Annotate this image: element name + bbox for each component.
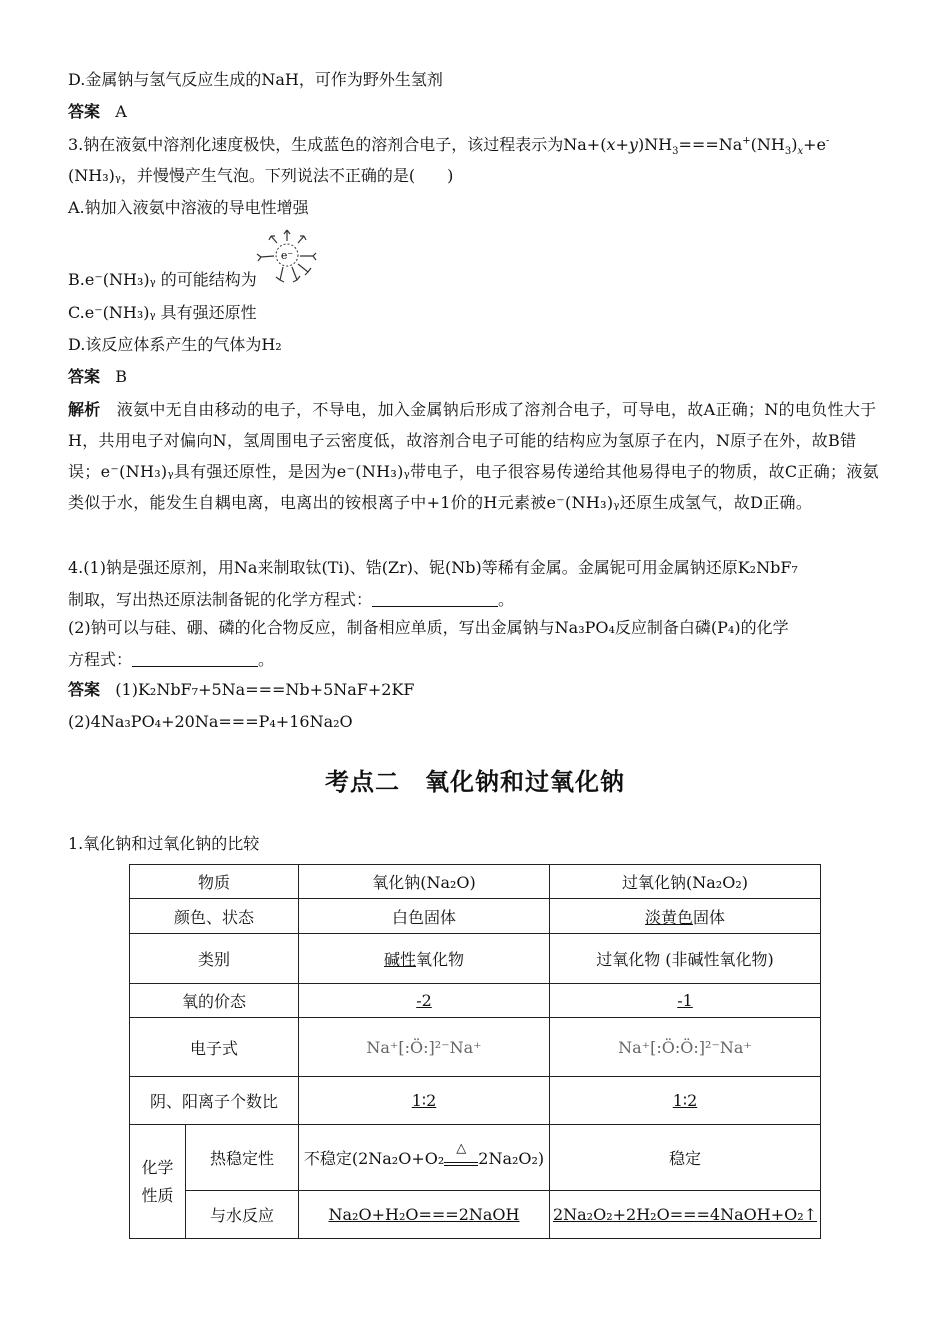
- section-subtitle: 1.氧化钠和过氧化钠的比较: [68, 834, 260, 853]
- row-label: 类别: [130, 934, 299, 984]
- explain-text: 液氨中无自由移动的电子，不导电，加入金属钠后形成了溶剂合电子，可导电，故A正确；N的电负性大于H，共用电子对偏向N，氢周围电子云密度低，故溶剂合电子可能的结构应为氢原子在内，N原子在外，故B错误；e⁻(NH₃)ᵧ具有强还原性，是因为e⁻(NH₃)ᵧ带电子，电子很容易传递给其他易得电子的物质，故C正确；液氨类似于水，能发生自耦电离，电离出的铵根离子中+1价的H元素被e⁻(NH₃)ᵧ还原生成氢气，故D正确。: [68, 400, 879, 512]
- row-label: 热稳定性: [186, 1125, 299, 1191]
- header-na2o: 氧化钠(Na₂O): [299, 865, 550, 899]
- explain-label: 解析: [68, 400, 101, 419]
- row-label: 阴、阳离子个数比: [130, 1077, 299, 1125]
- q3-answer-value: B: [115, 367, 128, 386]
- q4-answer-2: (2)4Na₃PO₄+20Na===P₄+16Na₂O: [68, 712, 353, 731]
- table-row: [130, 1191, 821, 1239]
- heat-condition: [444, 1141, 478, 1166]
- cell: [299, 984, 550, 1018]
- q4-answer-1: [68, 680, 415, 700]
- q4-part2-line2: [68, 650, 274, 670]
- cell: [550, 984, 821, 1018]
- underlined-text: 碱性: [383, 950, 416, 969]
- q3-stem-f: ): [791, 135, 798, 154]
- underlined-text: -2: [416, 991, 432, 1010]
- cell: 白色固体: [299, 899, 550, 934]
- q3-option-c: C.e⁻(NH₃)ᵧ 具有强还原性: [68, 303, 257, 322]
- prev-answer: [68, 102, 127, 122]
- answer-blank[interactable]: [372, 590, 498, 607]
- cell: [550, 1077, 821, 1125]
- electron-formula-na2o: Na⁺[:Ö:]²⁻Na⁺: [299, 1018, 550, 1077]
- prev-answer-value: A: [115, 102, 127, 121]
- answer-label: 答案: [68, 680, 101, 699]
- q3-answer: [68, 367, 127, 387]
- q3-stem-line1: 3.钠在液氨中溶剂化速度极快，生成蓝色的溶剂合电子，该过程表示为$Na+(x+y)NH_3===Na^+(NH_3)_x+e^-$: [68, 135, 830, 158]
- cell-text: 不稳定(2Na₂O+O₂: [303, 1149, 445, 1168]
- underlined-text: Na₂O+H₂O===2NaOH: [328, 1205, 520, 1224]
- q3-stem-line2: (NH₃)ᵧ，并慢慢产生气泡。下列说法不正确的是( ): [68, 166, 454, 185]
- underlined-text: 1∶2: [411, 1091, 437, 1110]
- table-row: [130, 899, 821, 934]
- table-row: [130, 1077, 821, 1125]
- period: 。: [258, 650, 275, 669]
- answer-label: 答案: [68, 102, 101, 121]
- answer-label: 答案: [68, 367, 101, 386]
- q3-stem-d: ===Na: [678, 135, 743, 154]
- heat-symbol: △: [456, 1141, 467, 1156]
- period: 。: [498, 590, 515, 609]
- table-row: [130, 1018, 821, 1077]
- q4-part2-text: 方程式：: [68, 650, 133, 669]
- q4-answer1-value: (1)K₂NbF₇+5Na===Nb+5NaF+2KF: [115, 680, 415, 699]
- cell: [299, 1125, 550, 1191]
- table-row: [130, 934, 821, 984]
- cell: [299, 1191, 550, 1239]
- q4-part2-line1: (2)钠可以与硅、硼、磷的化合物反应，制备相应单质，写出金属钠与Na₃PO₄反应制备白磷(P₄)的化学: [68, 618, 789, 637]
- cell: [550, 1191, 821, 1239]
- cell-text: 氧化物: [416, 950, 465, 969]
- q3-stem-c: )NH: [637, 135, 673, 154]
- table-row: [130, 1125, 821, 1191]
- q4-part1-text: 制取，写出热还原法制备铌的化学方程式：: [68, 590, 373, 609]
- cell: [299, 934, 550, 984]
- q3-stem-e: (NH: [750, 135, 785, 154]
- q4-part1-line1: 4.(1)钠是强还原剂，用Na来制取钛(Ti)、锆(Zr)、铌(Nb)等稀有金属。金属铌可用金属钠还原K₂NbF₇: [68, 558, 798, 577]
- header-na2o2: 过氧化钠(Na₂O₂): [550, 865, 821, 899]
- row-label: 颜色、状态: [130, 899, 299, 934]
- q3-stem-g: +e: [803, 135, 827, 154]
- answer-blank[interactable]: [132, 650, 258, 667]
- q3-option-a: A.钠加入液氨中溶液的导电性增强: [68, 198, 309, 217]
- q4-part1-line2: [68, 590, 514, 610]
- cell-text: 2Na₂O₂): [478, 1149, 545, 1168]
- underlined-text: 淡黄色: [644, 907, 693, 927]
- comparison-table: [129, 864, 821, 1239]
- electron-formula-na2o2: Na⁺[:Ö:Ö:]²⁻Na⁺: [550, 1018, 821, 1077]
- chem-property-label: 化学 性质: [130, 1125, 186, 1239]
- cell: [299, 1077, 550, 1125]
- cell-text: 固体: [693, 907, 726, 927]
- q3-stem-a: 3.钠在液氨中溶剂化速度极快，生成蓝色的溶剂合电子，该过程表示为Na+(: [68, 135, 607, 154]
- row-label: 电子式: [130, 1018, 299, 1077]
- solvated-electron-structure-diagram: [256, 228, 318, 284]
- q3-explanation: [68, 394, 880, 518]
- section-title: 考点二 氧化钠和过氧化钠: [325, 768, 625, 796]
- underlined-text: 1∶2: [672, 1091, 698, 1110]
- q3-option-d: D.该反应体系产生的气体为H₂: [68, 335, 282, 354]
- cell: 过氧化物 (非碱性氧化物): [550, 934, 821, 984]
- row-label: 与水反应: [186, 1191, 299, 1239]
- cell: 稳定: [550, 1125, 821, 1191]
- q3-stem-b: x+y: [606, 135, 638, 154]
- table-row: [130, 984, 821, 1018]
- row-label: 氧的价态: [130, 984, 299, 1018]
- underlined-text: -1: [677, 991, 693, 1010]
- electron-center-label: e⁻: [280, 249, 294, 262]
- underlined-text: 2Na₂O₂+2H₂O===4NaOH+O₂↑: [552, 1205, 818, 1224]
- cell: [550, 899, 821, 934]
- q3-option-b: B.e⁻(NH₃)ᵧ 的可能结构为: [68, 270, 257, 289]
- table-row: [130, 865, 821, 899]
- header-substance: 物质: [130, 865, 299, 899]
- prev-option-d: D.金属钠与氢气反应生成的NaH，可作为野外生氢剂: [68, 70, 443, 89]
